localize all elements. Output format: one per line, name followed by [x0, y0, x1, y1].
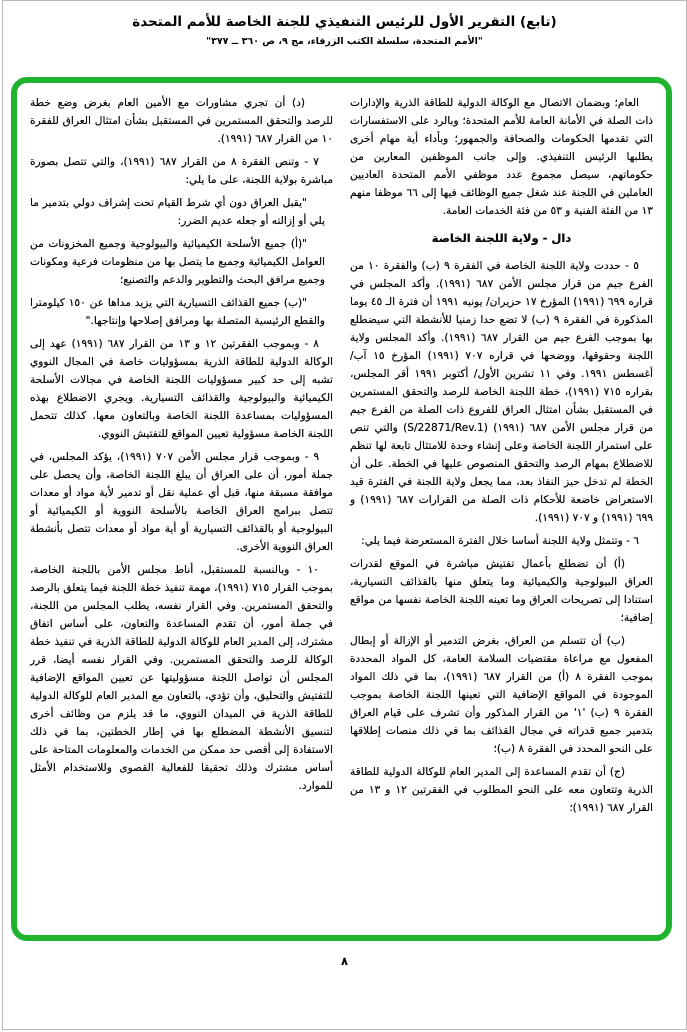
paragraph-6b: (ب) أن تتسلم من العراق، بغرض التدمير أو الإزالة أو إبطال المفعول مع مراعاة مقتضيات السلامة العامة، كل المواد المحددة بموجب الفقرة ٨ (أ) من القرار ٦٨٧ (١٩٩١)، بما في ذلك المواد الموجودة في المواقع الإضافية التي تعينها اللجنة الخاصة بموجب الفقرة ٩ (ب) '١' من القرار المذكور وأن تشرف على قيام العراق بتدمير جميع قدراته في مجال القذائف بما في ذلك منصات إطلاقها على النحو المحدد في الفقرة ٨ (ب)؛ [350, 635, 653, 755]
paragraph-9: ٩ - وبموجب قرار مجلس الأمن ٧٠٧ (١٩٩١)، يؤكد المجلس، في جملة أمور، أن على العراق أن يبلغ اللجنة الخاصة، وأن يحصل على موافقة مسبقة منها، قبل أي عملية نقل أو تدمير لأية مواد أو معدات تتصل ببرامج العراق الخاصة بالأسلحة النووية أو الكيميائية أو البيولوجية أو بالقذائف التسيارية أو أية مواد أو معدات تتصل بأنشطة العراق النووية الأخرى. [30, 451, 333, 553]
annotation-frame [11, 77, 672, 941]
quote-intro: "يقبل العراق دون أي شرط القيام تحت إشراف دولي بتدمير ما يلي أو إزالته أو جعله عديم الضرر: [30, 197, 325, 227]
paragraph-intro-continuation: العام؛ وبضمان الاتصال مع الوكالة الدولية للطاقة الذرية والإدارات ذات الصلة في الأمانة العامة للأمم المتحدة؛ وبالرد على الاستفسارات التي تقدمها الحكومات والصحافة والجمهور؛ وبأداء أية مهام أخرى يطلبها الرئيس التنفيذي. وإلى جانب الموظفين المعارين من حكوماتهم، سيصل مجموع عدد موظفي الأمم المتحدة العاديين العاملين في اللجنة عند شغل جميع الوظائف فيها إلى ٦٦ موظفا منهم ١٣ من الفئة الفنية و ٥٣ من فئة الخدمات العامة. [350, 97, 653, 217]
paragraph-6d: (د) أن تجري مشاورات مع الأمين العام بغرض وضع خطة للرصد والتحقق المستمرين في المستقبل بشأن امتثال العراق للفقرة ١٠ من القرار ٦٨٧ (١٩٩١). [30, 97, 333, 145]
section-heading-dal: دال - ولاية اللجنة الخاصة [431, 231, 572, 245]
document-source-line: "الأمم المتحدة، سلسلة الكتب الزرقاء، مج ٩، ص ٣٦٠ ــ ٣٧٧" [206, 36, 483, 47]
paragraph-8: ٨ - وبموجب الفقرتين ١٢ و ١٣ من القرار ٦٨٧ (١٩٩١) عهد إلى الوكالة الدولية للطاقة الذرية بمسؤوليات خاصة في المجال النووي تشبه إلى حد كبير مسؤوليات اللجنة الخاصة في مجالات الأسلحة الكيميائية والبيولوجية والقذائف التسيارية. ويجري الاضطلاع بهذه المسؤوليات بمساعدة اللجنة الخاصة وبالتعاون معها. كذلك تتحمل اللجنة الخاصة مسؤولية تعيين المواقع للتفتيش النووي. [30, 338, 333, 440]
page-number: ٨ [340, 954, 349, 968]
paragraph-6c: (ج) أن تقدم المساعدة إلى المدير العام للوكالة الدولية للطاقة الذرية وتتعاون معه على النحو المطلوب في الفقرتين ١٢ و ١٣ من القرار ٦٨٧ (١٩٩١)؛ [350, 766, 653, 814]
paragraph-6: ٦ - وتتمثل ولاية اللجنة أساسا خلال الفترة المستعرضة فيما يلي: [361, 535, 639, 547]
right-column [350, 94, 653, 935]
paragraph-5: ٥ - حددت ولاية اللجنة الخاصة في الفقرة ٩ (ب) والفقرة ١٠ من الفرع جيم من قرار مجلس الأمن ٦٨٧ (١٩٩١). وأكد المجلس في قراره ٦٩٩ (١٩٩١) المؤرخ ١٧ حزيران/ يونيه ١٩٩١ أن فترة الـ ٤٥ يوما المذكورة في الفقرة ٩ (ب) لا تضع حدا زمنيا للأنشطة التي سيضطلع بها بموجب الفرع جيم من القرار ٦٨٧ (١٩٩١). وأكد المجلس ولاية اللجنة وحقوقها، ووضحها في قراره ٧٠٧ (١٩٩١) المؤرخ ١٥ آب/ أغسطس ١٩٩١. وفي ١١ تشرين الأول/ أكتوبر ١٩٩١ أقر المجلس، بقراره ٧١٥ (١٩٩١)، خطة اللجنة الخاصة للرصد والتحقق المستمرين في المستقبل بشأن امتثال العراق للفروع ذات الصلة من الفرع جيم من قرار مجلس الأمن ٦٨٧ (١٩٩١) (S/22871/Rev.1) والتي تنص على استمرار اللجنة الخاصة وعلى إنشاء وحدة للامتثال تابعة لها تنظم للاضطلاع بمهام الرصد والتحقق المنصوص عليها في الخطة. على أن الخطة لم تدخل حيز النفاذ بعد، مما يجعل ولاية اللجنة في الفترة قيد الاستعراض خاضعة للأحكام ذات الصلة من القرارات ٦٨٧ (١٩٩١) و ٦٩٩ (١٩٩١) و ٧٠٧ (١٩٩١). [350, 260, 654, 524]
paragraph-6a: (أ) أن تضطلع بأعمال تفتيش مباشرة في الموقع لقدرات العراق البيولوجية والكيميائية وما يتعلق منها بالقذائف التسيارية، استنادا إلى تصريحات العراق وما تعينه اللجنة الخاصة نفسها من مواقع إضافية؛ [350, 558, 653, 624]
quote-item-a: "(أ) جميع الأسلحة الكيميائية والبيولوجية وجميع المخزونات من العوامل الكيميائية وجميع ما يتصل بها من منظومات فرعية ومكونات وجميع مرافق البحث والتطوير والدعم والتصنيع؛ [30, 238, 325, 286]
document-page [2, 0, 687, 1030]
quote-item-b: "(ب) جميع القذائف التسيارية التي يزيد مداها عن ١٥٠ كيلومترا والقطع الرئيسية المتصلة بها ومرافق إصلاحها وإنتاجها." [30, 297, 325, 327]
document-header [3, 14, 686, 47]
paragraph-10: ١٠ - وبالنسبة للمستقبل، أناط مجلس الأمن باللجنة الخاصة، بموجب القرار ٧١٥ (١٩٩١)، مهمة تنفيذ خطة اللجنة فيما يتعلق بالرصد والتحقق المستمرين. وفي القرار نفسه، يطلب المجلس من اللجنة، في جملة أمور، أن تقدم المساعدة والتعاون، على أساس اتفاق مشترك، إلى المدير العام للوكالة الدولية للطاقة الذرية في تنفيذ خطة الوكالة للرصد والتحقق المستمرين. وفي القرار نفسه أيضا، قرر المجلس أن تواصل اللجنة مسؤوليتها عن تعيين المواقع الإضافية للتفتيش والتحليق، وأن تؤدي، بالتعاون مع المدير العام للوكالة الدولية للطاقة الذرية في الميدان النووي، ما قد يلزم من وظائف أخرى لتنسيق الأنشطة المضطلع بها في إطار الخطتين، بما في ذلك الاستفادة إلى أقصى حد ممكن من الخدمات والمعلومات المتاحة على أساس مشترك وذلك تحقيقا للفعالية القصوى وللاستخدام الأمثل للموارد. [30, 564, 333, 792]
paragraph-7: ٧ - وتنص الفقرة ٨ من القرار ٦٨٧ (١٩٩١)، والتي تتصل بصورة مباشرة بولاية اللجنة، على ما يلي: [30, 156, 333, 186]
left-column [30, 94, 333, 935]
document-title: (تابع) التقرير الأول للرئيس التنفيذي للجنة الخاصة للأمم المتحدة [132, 14, 557, 30]
two-column-layout [30, 94, 653, 935]
